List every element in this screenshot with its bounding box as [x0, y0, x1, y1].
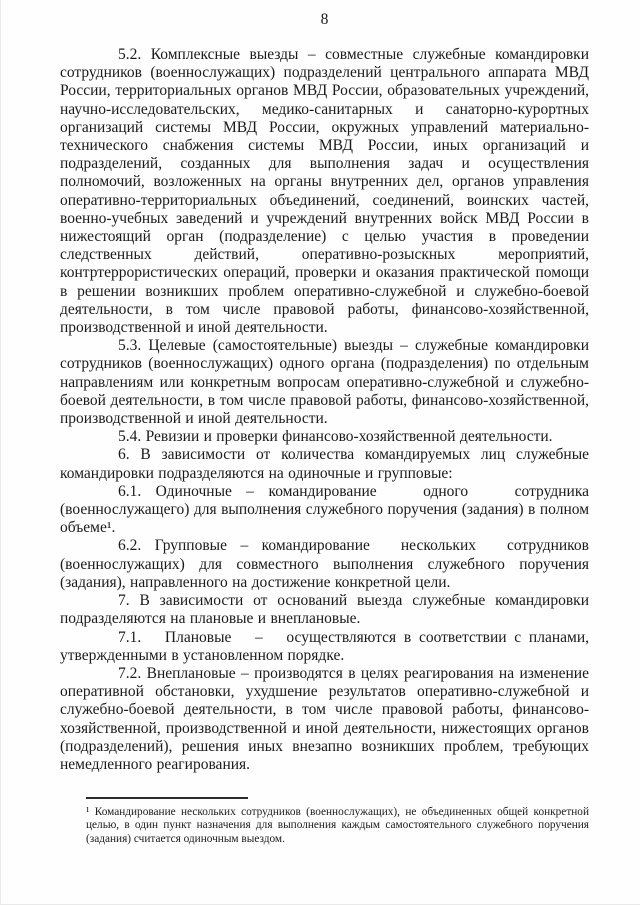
paragraph-7-2: 7.2. Внеплановые – производятся в целях реагирования на изменение оперативной обстановки, ухудшение результатов оперативно-служебной и служебно-боевой деятельности, в том числе правовой работы, финансово-хозяйственной, производственной и иной деятельности, нижестоящих органов (подразделений), решения иных внезапно возникших проблем, требующих немедленного реагирования.	[60, 664, 589, 773]
footnote-separator	[86, 797, 248, 799]
paragraph-6-1: 6.1. Одиночные – командирование одного сотрудника (военнослужащего) для выполнения служебного поручения (задания) в полном объеме¹.	[60, 482, 589, 537]
paragraph-7-1: 7.1. Плановые – осуществляются в соответствии с планами, утвержденными в установленном порядке.	[60, 628, 589, 664]
paragraph-5-2: 5.2. Комплексные выезды – совместные служебные командировки сотрудников (военнослужащих) подразделений центрального аппарата МВД России, территориальных органов МВД России, образовательных учреждений, научно-исследовательских, медико-санитарных и санаторно-курортных организаций системы МВД России, окружных управлений материально-технического снабжения системы МВД России, иных организаций и подразделений, созданных для выполнения задач и осуществления полномочий, возложенных на органы внутренних дел, органов управления оперативно-территориальных объединений, соединений, воинских частей, военно-учебных заведений и учреждений внутренних войск МВД России в нижестоящий орган (подразделение) с целью участия в проведении следственных действий, оперативно-розыскных мероприятий, контртеррористических операций, проверки и оказания практической помощи в решении возникших проблем оперативно-служебной и служебно-боевой деятельности, в том числе правовой работы, финансово-хозяйственной, производственной и иной деятельности.	[60, 46, 589, 337]
paragraph-6-2: 6.2. Групповые – командирование нескольких сотрудников (военнослужащих) для совместного выполнения служебного поручения (задания), направленного на достижение конкретной цели.	[60, 537, 589, 591]
paragraph-5-4: 5.4. Ревизии и проверки финансово-хозяйственной деятельности.	[118, 428, 553, 446]
page-number: 8	[320, 11, 329, 28]
paragraph-5-3: 5.3. Целевые (самостоятельные) выезды – служебные командировки сотрудников (военнослужащих) одного органа (подразделения) по отдельным направлениям или конкретным вопросам оперативно-служебной и служебно-боевой деятельности, в том числе правовой работы, финансово-хозяйственной, производственной и иной деятельности.	[60, 337, 589, 428]
footnote-area	[60, 797, 589, 846]
paragraph-6: 6. В зависимости от количества командируемых лиц служебные командировки подразделяются на одиночные и групповые:	[60, 446, 589, 482]
footnote-text: ¹ Командирование нескольких сотрудников (военнослужащих), не объединенных общей конкретной целью, в один пункт назначения для выполнения каждым самостоятельного служебного поручения (задания) считается одиночным выездом.	[86, 806, 589, 845]
document-body	[60, 46, 589, 774]
paragraph-7: 7. В зависимости от оснований выезда служебные командировки подразделяются на плановые и внеплановые.	[60, 592, 589, 628]
